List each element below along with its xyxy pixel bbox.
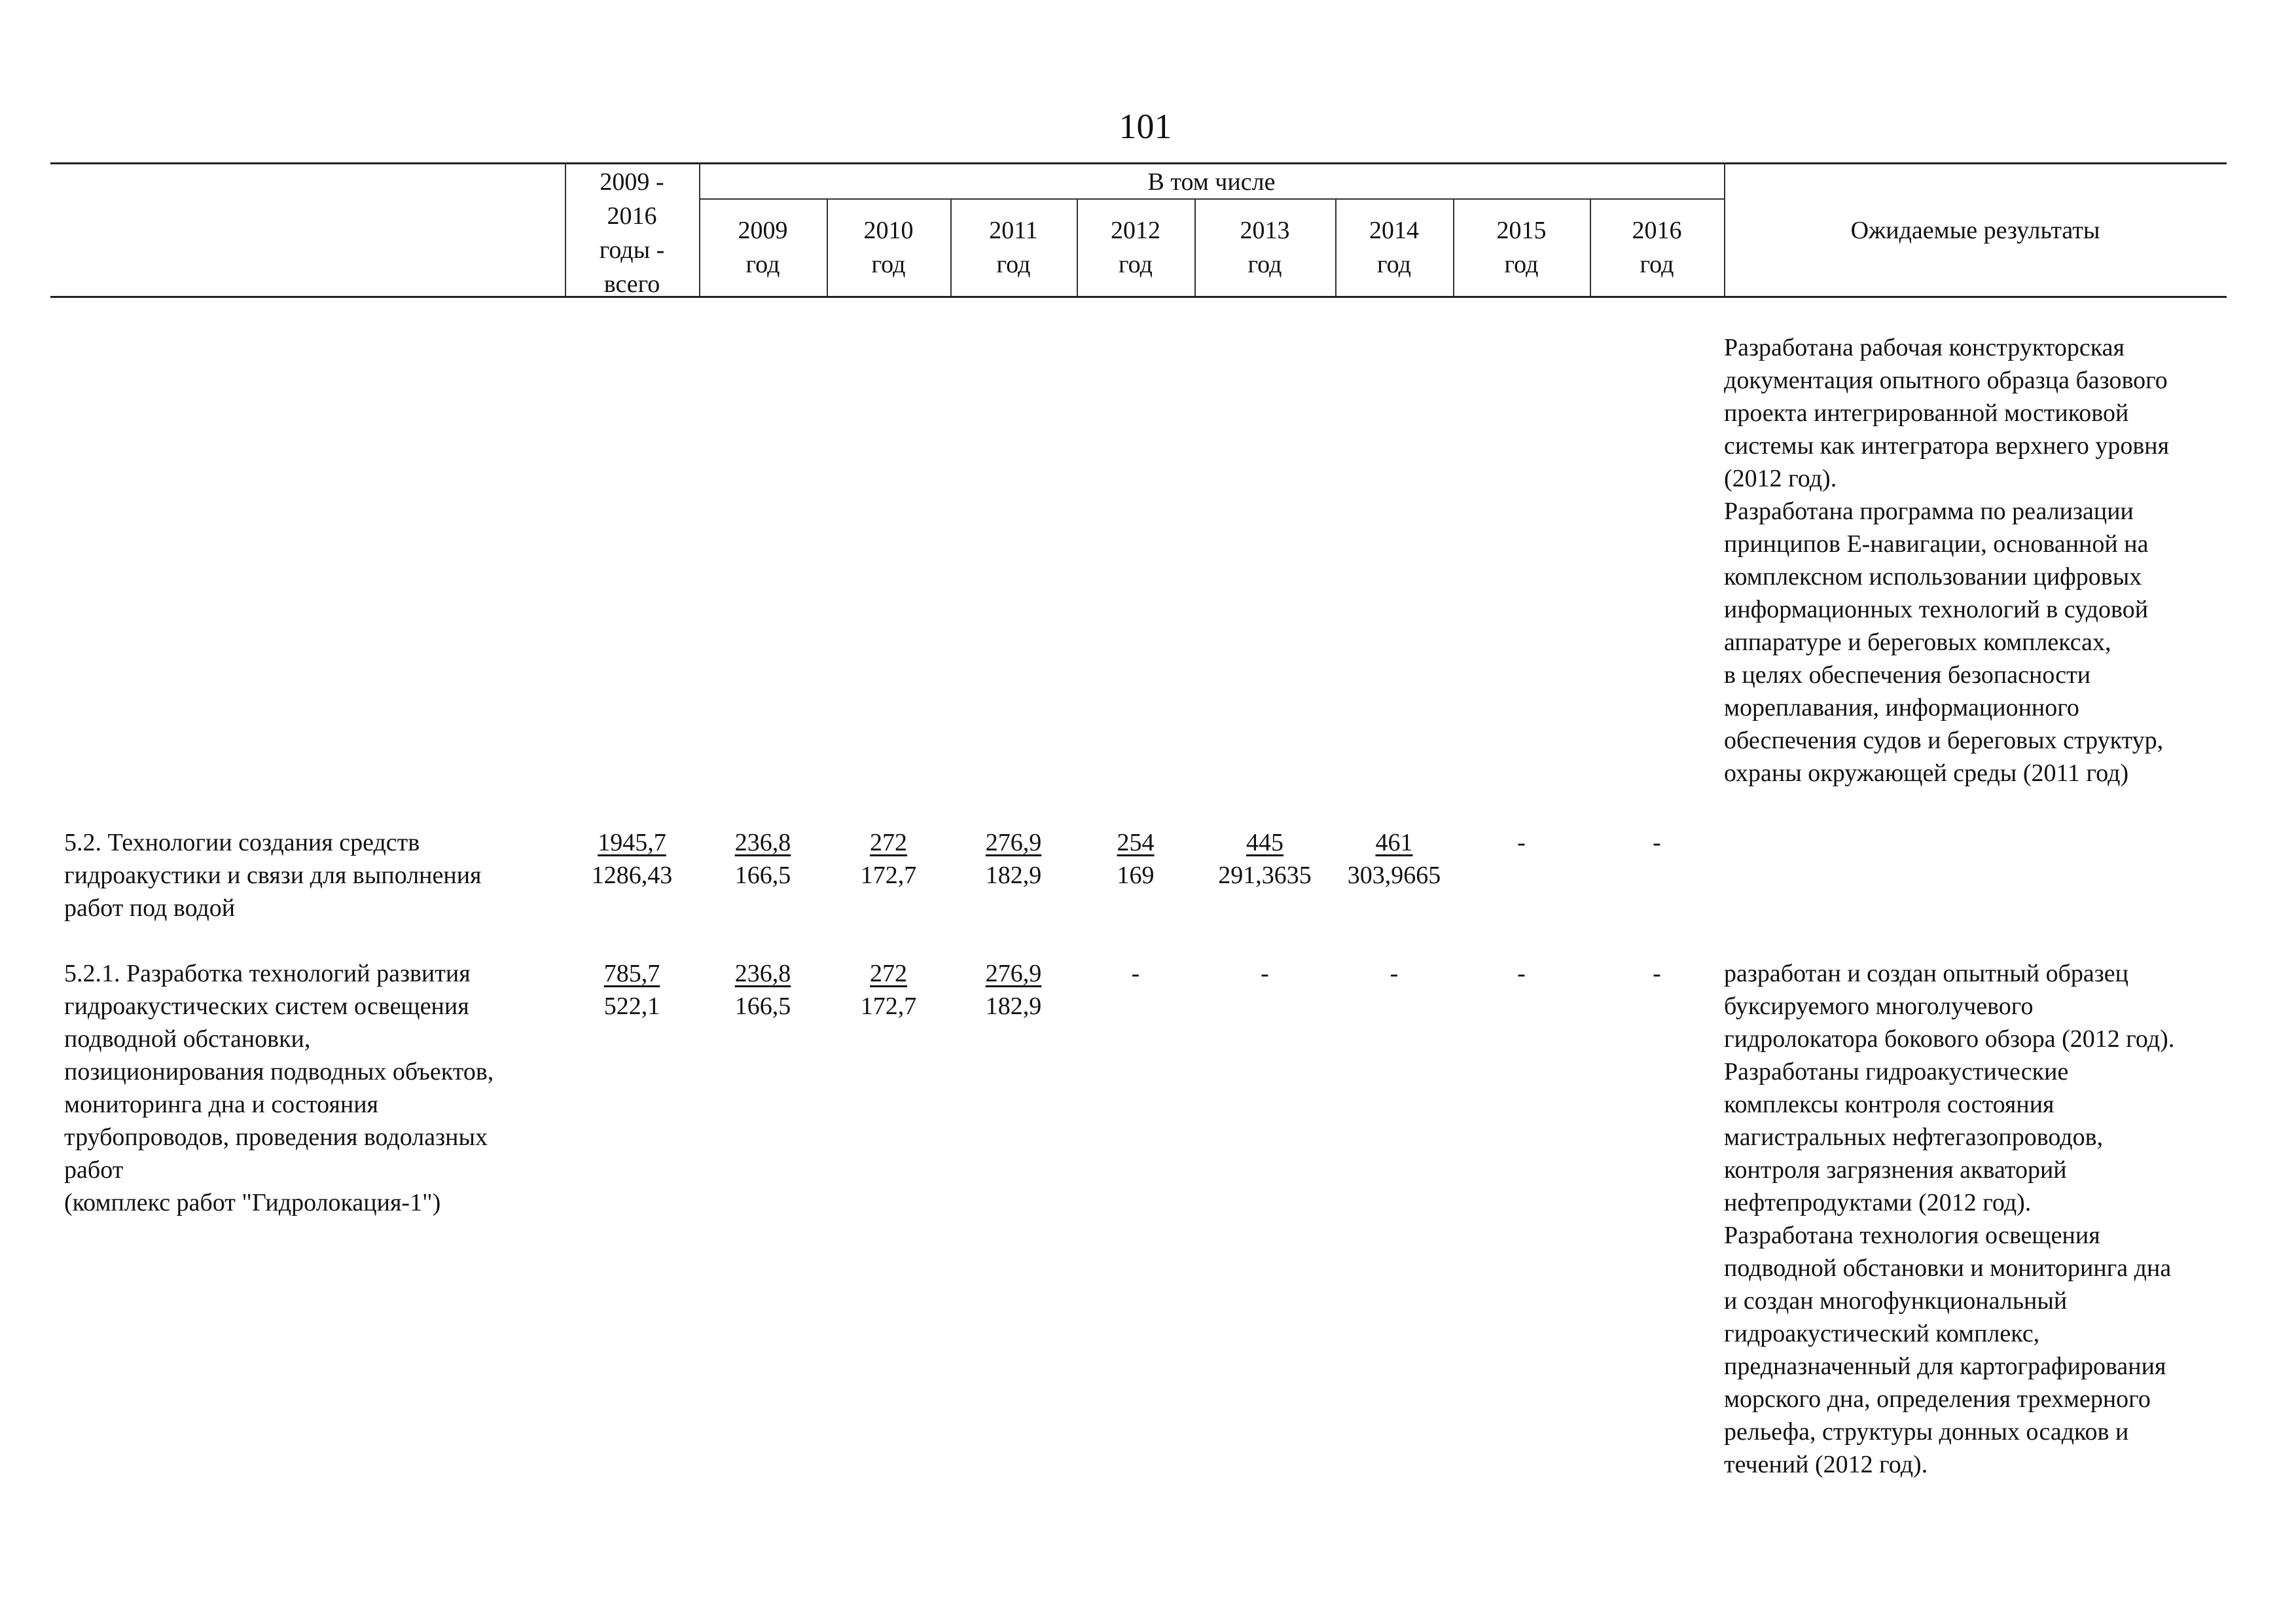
header-year-2015: 2015 год [1496,217,1547,278]
page-number: 101 [1119,107,1172,146]
row-5-2-total: 1945,7 1286,43 [591,829,673,889]
header-total-column: 2009 - 2016 годы - всего [599,168,665,298]
header-year-2011: 2011 год [989,217,1038,278]
row-5-2-1-2011: 276,9 182,9 [985,960,1042,1020]
row-5-2-2011: 276,9 182,9 [985,829,1042,889]
row-5-2-1-total: 785,7 522,1 [603,960,660,1020]
row-5-2-2015: - [1517,829,1526,856]
row-5-2-2009: 236,8 166,5 [734,829,791,889]
row-5-2-2012: 254 169 [1117,829,1155,889]
row-5-2-2016: - [1653,829,1661,856]
header-year-2016: 2016 год [1632,217,1682,278]
row-5-2-2013: 445 291,3635 [1218,829,1312,889]
row-5-2-1-2016: - [1653,960,1661,987]
row-5-2-description: 5.2. Технологии создания средств гидроакустики и связи для выполнения работ под водой [64,829,482,922]
header-expected-results: Ожидаемые результаты [1850,217,2100,244]
header-including: В том числе [1147,168,1276,196]
header-year-2014: 2014 год [1369,217,1419,278]
header-year-2010: 2010 год [863,217,914,278]
table-top-rule [50,162,2227,164]
row-5-2-1-description: 5.2.1. Разработка технологий развития гидроакустических систем освещения подводной обстановки, позиционирования подводных объектов, мониторинга дна и состояния трубопроводов, проведения водолазных работ (комплекс работ "Гидролокация-1") [64,960,494,1216]
header-year-2013: 2013 год [1240,217,1290,278]
row-5-2-1-2009: 236,8 166,5 [734,960,791,1020]
table-header-bottom-rule [50,296,2227,298]
row-5-2-1-2012: - [1131,960,1140,987]
row-5-2-1-2013: - [1261,960,1269,987]
header-year-2012: 2012 год [1111,217,1160,278]
row-5-2-1-2015: - [1517,960,1526,987]
row-5-2-2014: 461 303,9665 [1347,829,1441,889]
header-year-2009: 2009 год [738,217,788,278]
row-5-2-1-2010: 272 172,7 [860,960,917,1020]
row-5-2-1-results: разработан и создан опытный образец буксируемого многолучевого гидролокатора бокового обзора (2012 год). Разработаны гидроакустические комплексы контроля состояния магистральных нефтегазопроводов, контроля загрязнения акваторий нефтепродуктами (2012 год). Разработана технология освещения подводной обстановки и мониторинга дна и создан многофункциональный гидроакустический комплекс, предназначенный для картографирования морского дна, определения трехмерного рельефа, структуры донных осадков и течений (2012 год). [1724,960,2175,1478]
row-5-2-1-2014: - [1390,960,1399,987]
row-5-2-2010: 272 172,7 [860,829,917,889]
results-continued: Разработана рабочая конструкторская документация опытного образца базового проекта интегрированной мостиковой системы как интегратора верхнего уровня (2012 год). Разработана программа по реализации принципов Е-навигации, основанной на комплексном использовании цифровых информационных технологий в судовой аппаратуре и береговых комплексах, в целях обеспечения безопасности мореплавания, информационного обеспечения судов и береговых структур, охраны окружающей среды (2011 год) [1724,334,2170,787]
